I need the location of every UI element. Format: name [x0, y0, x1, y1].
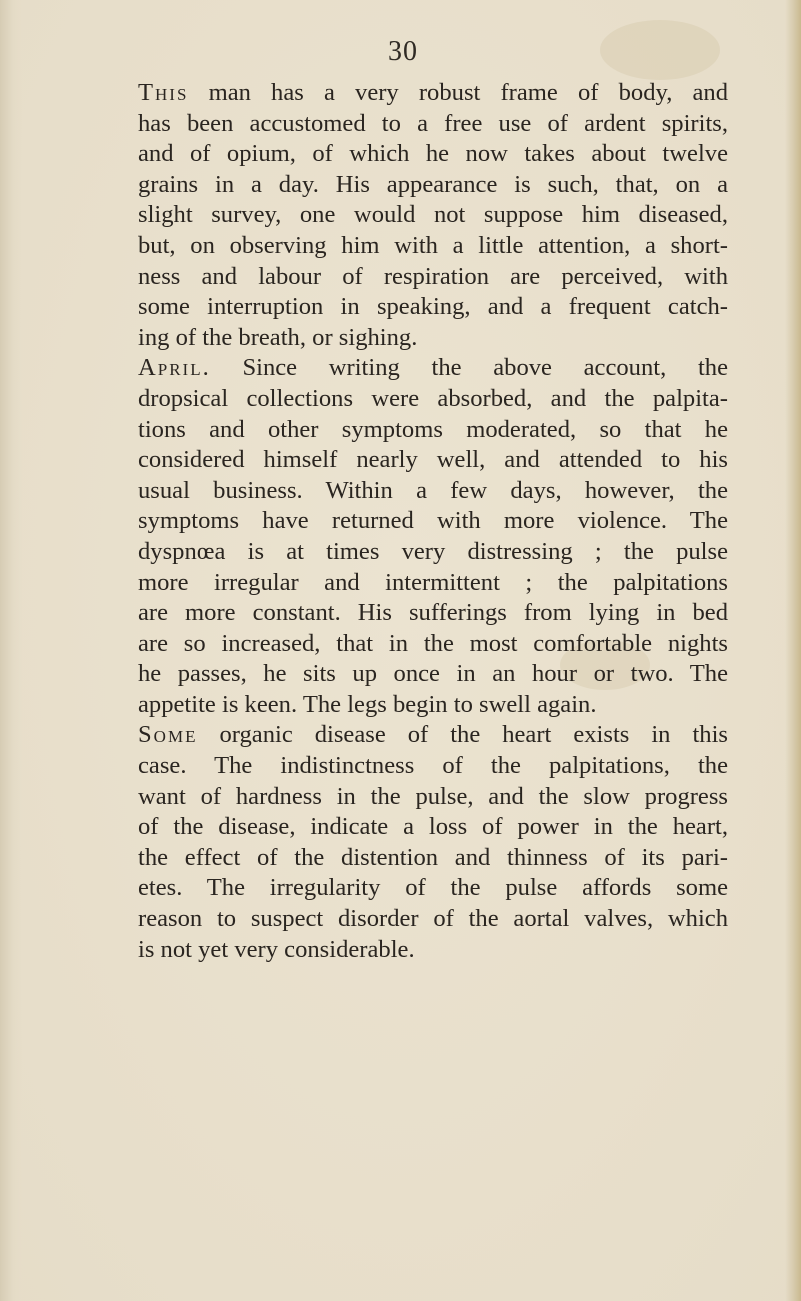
- text-line: dropsical collections were absorbed, and the palpita-: [138, 384, 728, 412]
- text-line: he passes, he sits up once in an hour or two. The: [138, 660, 728, 688]
- text-line: April. Since writing the above account, the: [138, 354, 728, 382]
- text-line: slight survey, one would not suppose him diseased,: [138, 201, 728, 229]
- text-line: and of opium, of which he now takes about twelve: [138, 140, 728, 168]
- text-line: are more constant. His sufferings from lying in bed: [138, 599, 728, 627]
- text-line: are so increased, that in the most comfortable nights: [138, 629, 728, 657]
- text-line: considered himself nearly well, and attended to his: [138, 446, 728, 474]
- text-line: Some organic disease of the heart exists in this: [138, 721, 728, 749]
- text-line: grains in a day. His appearance is such, that, on a: [138, 170, 728, 198]
- text-line: case. The indistinctness of the palpitations, the: [138, 752, 728, 780]
- page-edge: [785, 0, 801, 1301]
- paragraph-lead: This: [138, 79, 189, 106]
- page-number: 30: [388, 36, 418, 67]
- paragraph-3: [138, 720, 728, 965]
- text-line: but, on observing him with a little attention, a short-: [138, 231, 728, 259]
- text-line: more irregular and intermittent ; the palpitations: [138, 568, 728, 596]
- text-line: ing of the breath, or sighing.: [138, 323, 418, 351]
- paragraph-2: [138, 353, 728, 720]
- paragraph-lead: Some: [138, 721, 198, 749]
- paragraph-1: [138, 78, 728, 353]
- paragraph-lead: April.: [138, 354, 211, 382]
- text-line: tions and other symptoms moderated, so that he: [138, 415, 728, 443]
- paper-stain: [600, 20, 720, 80]
- text-line: dyspnœa is at times very distressing ; the pulse: [138, 537, 728, 565]
- text-line: of the disease, indicate a loss of power in the heart,: [138, 813, 728, 841]
- text-line: some interruption in speaking, and a frequent catch-: [138, 293, 728, 321]
- text-line: want of hardness in the pulse, and the slow progress: [138, 782, 728, 810]
- text-line: This man has a very robust frame of body, and: [138, 79, 728, 106]
- page-gutter: [0, 0, 22, 1301]
- text-line: usual business. Within a few days, however, the: [138, 476, 728, 504]
- text-line: appetite is keen. The legs begin to swell again.: [138, 690, 597, 718]
- text-line: ness and labour of respiration are perceived, with: [138, 262, 728, 290]
- text-line: reason to suspect disorder of the aortal valves, which: [138, 905, 728, 933]
- text-line: etes. The irregularity of the pulse affords some: [138, 874, 728, 902]
- body-text: [138, 78, 728, 965]
- text-line: symptoms have returned with more violence. The: [138, 507, 728, 535]
- text-line: has been accustomed to a free use of ardent spirits,: [138, 109, 728, 137]
- text-line: is not yet very considerable.: [138, 935, 415, 963]
- text-line: the effect of the distention and thinness of its pari-: [138, 843, 728, 871]
